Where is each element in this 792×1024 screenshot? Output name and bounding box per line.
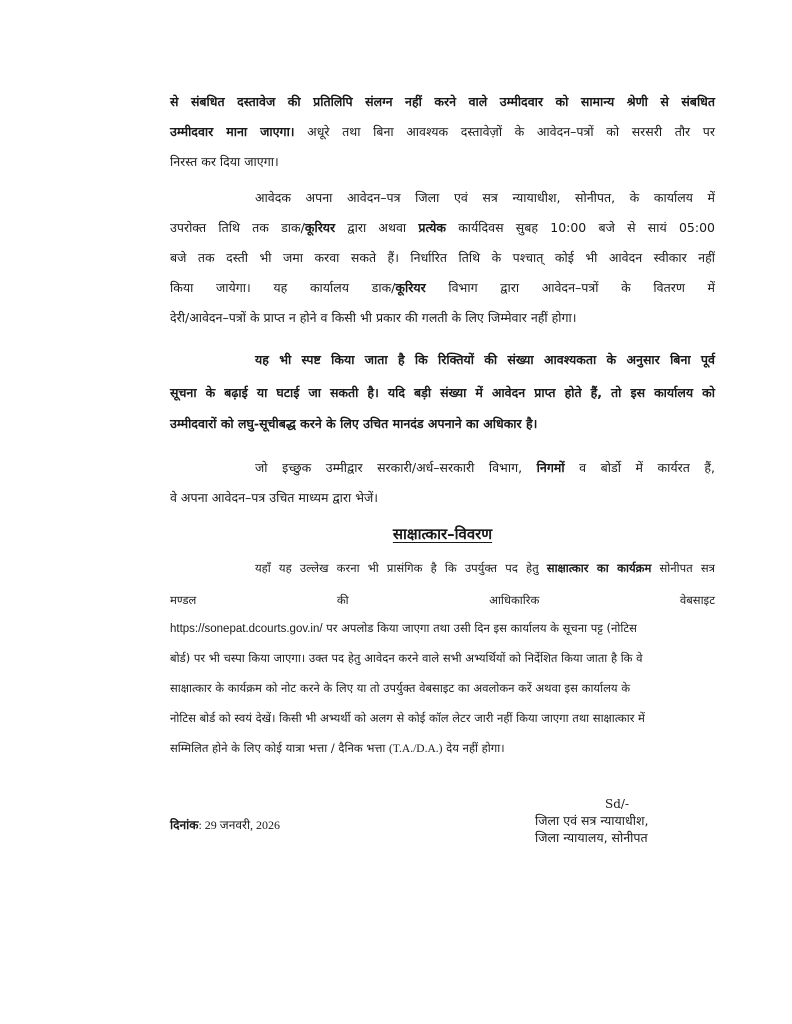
text: सोनीपत सत्र [651, 561, 716, 575]
date-label: दिनांक [170, 818, 199, 832]
paragraph-1-line-3: निरस्त कर दिया जाएगा। [170, 154, 279, 169]
paragraph-3-line-1: यह भी स्पष्ट किया जाता है कि रिक्तियों की संख्या आवश्यकता के अनुसार बिना पूर्व [255, 352, 715, 367]
signatory-office: जिला न्यायालय, सोनीपत [535, 830, 648, 845]
interview-line-2 [170, 590, 715, 610]
text: द्वारा अथवा [335, 220, 419, 235]
paragraph-4-line-2: वे अपना आवेदन–पत्र उचित माध्यम द्वारा भेजें। [170, 490, 379, 505]
interview-line-4: बोर्ड) पर भी चस्पा किया जाएगा। उक्त पद हेतु आवेदन करने वाले सभी अभ्यर्थियों को निर्देशित किया जाता है कि वे [170, 651, 643, 665]
text: कार्यदिवस सुबह 10:00 बजे से सायं 05:00 [445, 220, 715, 235]
interview-line-5: साक्षात्कार के कार्यक्रम को नोट करने के लिए या तो उपर्युक्त वेबसाइट का अवलोकन करें अथवा इस कार्यालय के [170, 681, 631, 695]
text: विभाग द्वारा आवेदन–पत्रों के वितरण में [425, 280, 715, 295]
bold-text: कूरियर [395, 280, 426, 295]
paragraph-3-line-3: उम्मीदवारों को लघु-सूचीबद्ध करने के लिए उचित मानदंड अपनाने का अधिकार है। [170, 416, 538, 431]
text: उपरोक्त तिथि तक डाक/ [170, 220, 305, 235]
signatory-designation: जिला एवं सत्र न्यायाधीश, [535, 813, 649, 828]
date-line [170, 816, 280, 833]
interview-line-6: नोटिस बोर्ड को स्वयं देखें। किसी भी अभ्यर्थी को अलग से कोई कॉल लेटर जारी नहीं किया जाएगा तथा साक्षात्कार में [170, 711, 645, 725]
bold-text: निगमों [536, 460, 565, 475]
paragraph-3-line-2: सूचना के बढ़ाई या घटाई जा सकती है। यदि बड़ी संख्या में आवेदन प्राप्त होते हैं, तो इस कार्यालय को [170, 385, 715, 400]
text: यहाँ यह उल्लेख करना भी प्रासंगिक है कि उपर्युक्त पद हेतु [255, 561, 547, 575]
bold-text: कूरियर [304, 220, 336, 235]
signature-sd: Sd/- [605, 797, 629, 811]
date-value: : 29 जनवरी, 2026 [198, 818, 281, 832]
text: पर अपलोड किया जाएगा तथा उसी दिन इस कार्यालय के सूचना पट्ट (नोटिस [322, 621, 637, 635]
paragraph-2-line-3: बजे तक दस्ती भी जमा करवा सकते हैं। निर्धारित तिथि के पश्चात् कोई भी आवेदन स्वीकार नहीं [170, 250, 715, 265]
text: व बोर्डो में कार्यरत हैं, [564, 460, 715, 475]
interview-line-3 [170, 618, 715, 639]
paragraph-1-line-2 [170, 122, 715, 142]
text: (T.A./D.A.) [389, 743, 443, 755]
paragraph-4-line-1 [170, 458, 715, 478]
paragraph-2-line-2 [170, 218, 715, 238]
text: अधूरे तथा बिना आवश्यक दस्तावेज़ों के आवेदन–पत्रों को सरसरी तौर पर [294, 124, 715, 139]
word: की [336, 593, 349, 607]
word: वेबसाइट [679, 593, 715, 607]
website-link[interactable]: https://sonepat.dcourts.gov.in/ [170, 623, 323, 635]
text: देय नहीं होगा। [442, 741, 505, 755]
text: सम्मिलित होने के लिए कोई यात्रा भत्ता / दैनिक भत्ता [170, 741, 390, 755]
paragraph-2-line-1: आवेदक अपना आवेदन–पत्र जिला एवं सत्र न्यायाधीश, सोनीपत, के कार्यालय में [255, 190, 715, 205]
interview-line-7 [170, 738, 715, 759]
section-heading-text: साक्षात्कार–विवरण [392, 525, 493, 543]
word: मण्डल [170, 593, 197, 607]
text: जो इच्छुक उम्मीद्वार सरकारी/अर्ध–सरकारी विभाग, [255, 460, 537, 475]
paragraph-2-line-4 [170, 278, 715, 298]
paragraph-1-line-1: से संबधित दस्तावेज की प्रतिलिपि संलग्न नहीं करने वाले उम्मीदवार को सामान्य श्रेणी से संबधित [170, 94, 715, 109]
paragraph-2-line-5: देरी/आवेदन–पत्रों के प्राप्त न होने व किसी भी प्रकार की गलती के लिए जिम्मेवार नहीं होगा। [170, 310, 577, 325]
bold-text: प्रत्येक [418, 220, 446, 235]
text: किया जायेगा। यह कार्यालय डाक/ [170, 280, 396, 295]
word: आधिकारिक [489, 593, 540, 607]
interview-line-1 [170, 558, 715, 578]
bold-text: उम्मीदवार माना जाएगा। [170, 124, 295, 139]
bold-text: साक्षात्कार का कार्यक्रम [546, 561, 652, 575]
section-heading [170, 524, 715, 544]
